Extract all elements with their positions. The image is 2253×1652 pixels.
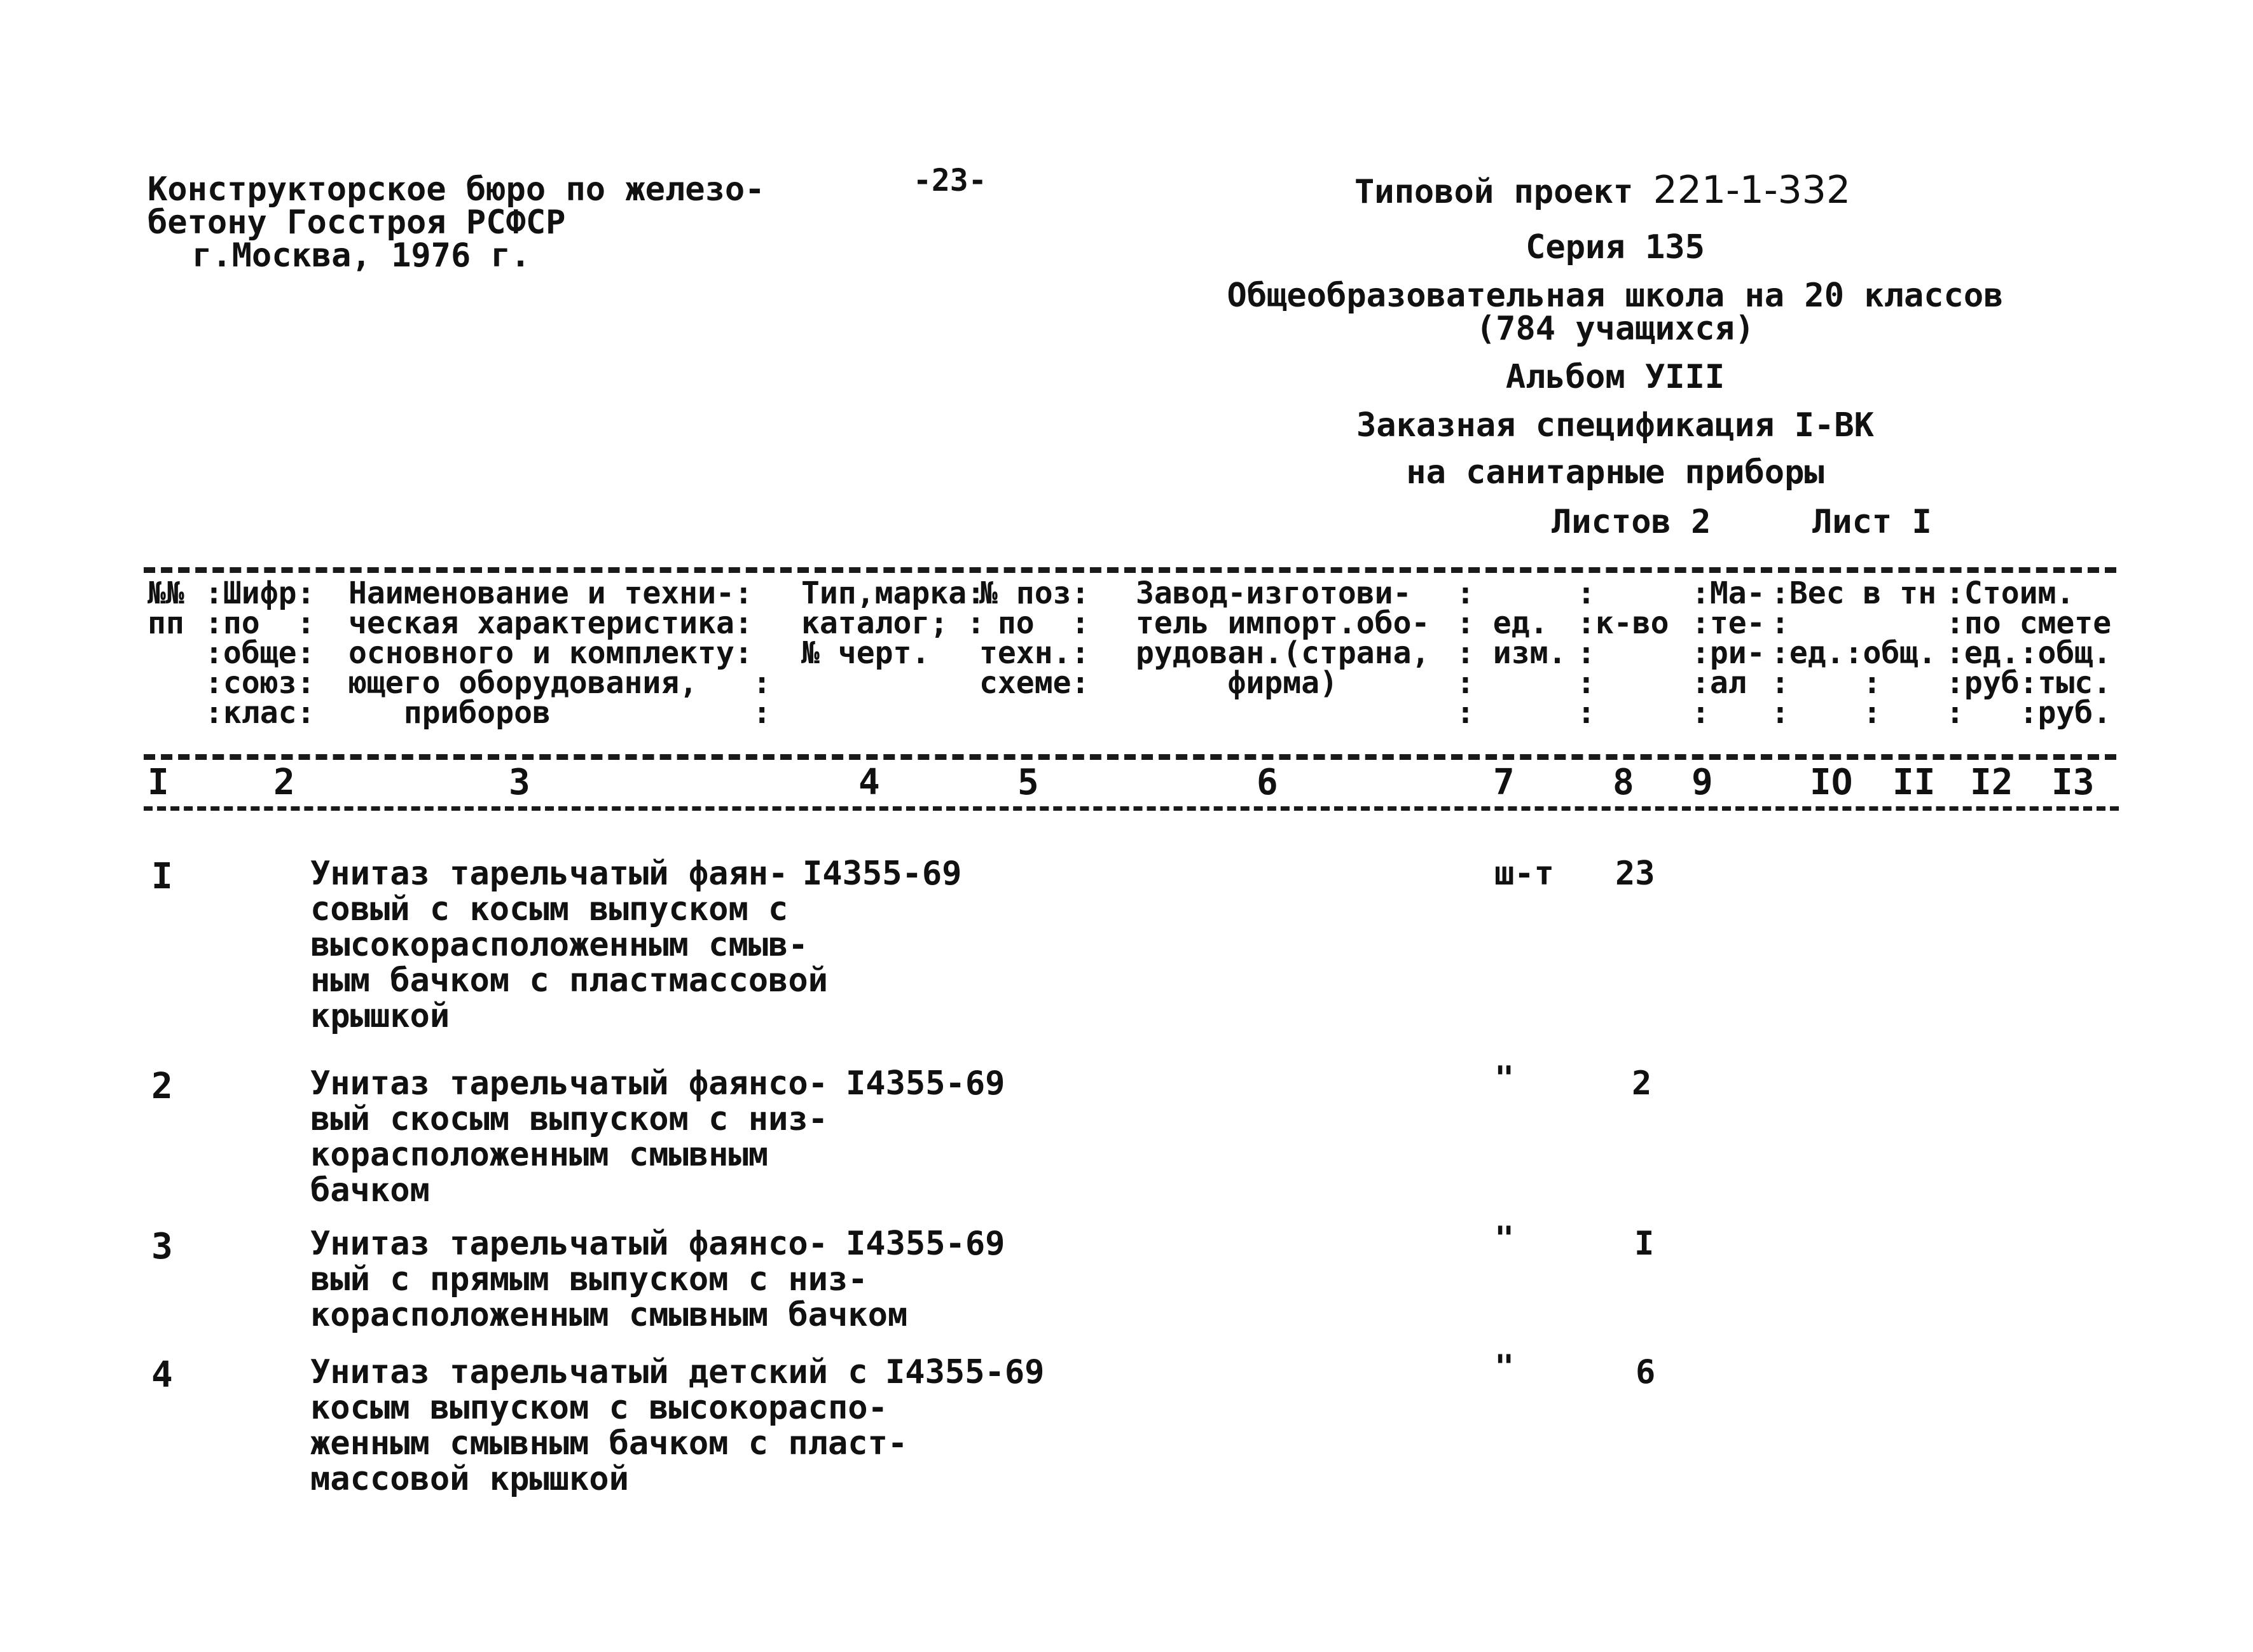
row-1-unit: ш-т (1494, 855, 1554, 893)
project-series: Серия 135 (1526, 228, 1705, 266)
row-1-name-line-1: Унитаз тарельчатый фаян- (310, 855, 789, 893)
row-3-quantity: I (1634, 1225, 1655, 1263)
organization-line-2: бетону Госстроя РСФСР (148, 203, 566, 242)
project-prefix: Типовой проект (1354, 173, 1634, 211)
row-1-name (310, 856, 828, 1034)
row-4-name-line-3: женным смывным бачком с пласт- (310, 1424, 908, 1463)
column-header-position-text: № поз: по : техн.: схеме: (979, 575, 1090, 701)
project-title-line-2: (784 учащихся) (1475, 310, 1755, 348)
row-1-number: I (151, 856, 173, 897)
row-4-unit: " (1494, 1348, 1515, 1386)
row-4-name-line-1: Унитаз тарельчатый детский с (310, 1353, 868, 1391)
column-number-3: 3 (509, 762, 530, 803)
row-4-quantity: 6 (1636, 1353, 1656, 1391)
spec-title-line-1: Заказная спецификация I-ВК (1356, 406, 1874, 444)
column-header-weight-text: :Вес в тн : :ед.:общ. : : : : (1771, 575, 1937, 731)
project-title-line-1: Общеобразовательная школа на 20 классов (1227, 277, 2004, 315)
column-header-unit-text: : : ед. : изм. : : (1456, 575, 1567, 731)
column-header-manufacturer-text: Завод-изготови- тель импорт.обо- рудован.(страна, фирма) (1136, 575, 1430, 701)
column-number-12: I2 (1970, 762, 2013, 803)
row-3-catalog: I4355-69 (846, 1225, 1005, 1263)
column-header-cost (1946, 575, 2112, 731)
page-number: -23- (913, 163, 987, 198)
row-2-name (310, 1066, 828, 1208)
row-1-name-line-5: крышкой (310, 997, 450, 1035)
row-1-name-line-4: ным бачком с пластмассовой (310, 961, 828, 1000)
column-header-catalog (801, 575, 985, 671)
column-number-9: 9 (1691, 762, 1713, 803)
column-number-4: 4 (858, 762, 880, 803)
row-4-name-line-4: массовой крышкой (310, 1460, 629, 1498)
column-header-name (348, 575, 771, 731)
row-3-name-line-3: корасположенным смывным бачком (310, 1296, 908, 1334)
row-3-name-line-1: Унитаз тарельчатый фаянсо- (310, 1225, 828, 1263)
row-1-name-line-2: совый с косым выпуском с (310, 890, 789, 928)
row-2-number: 2 (151, 1066, 173, 1107)
row-2-name-line-3: корасположенным смывным (310, 1136, 769, 1174)
row-3-name-line-2: вый с прямым выпуском с низ- (310, 1260, 868, 1298)
column-header-material (1691, 575, 1765, 731)
row-2-name-line-2: вый скосым выпуском с низ- (310, 1100, 828, 1138)
column-number-10: IO (1810, 762, 1853, 803)
row-4-name-line-2: косым выпуском с высокораспо- (310, 1389, 888, 1427)
column-number-1: I (148, 762, 169, 803)
column-number-13: I3 (2051, 762, 2095, 803)
row-4-catalog: I4355-69 (885, 1353, 1045, 1391)
row-3-name (310, 1226, 907, 1333)
project-code: 221-1-332 (1653, 168, 1851, 212)
row-3-unit: " (1494, 1220, 1515, 1258)
column-header-name-text: Наименование и техни-: ческая характеристика: основного и комплекту: ющего оборудования, : приборов : (348, 575, 771, 731)
table-header-rule (144, 754, 2116, 760)
row-2-name-line-4: бачком (310, 1171, 430, 1209)
row-2-name-line-1: Унитаз тарельчатый фаянсо- (310, 1064, 828, 1103)
table-top-rule (144, 567, 2116, 573)
column-header-quantity (1577, 575, 1669, 731)
column-header-catalog-text: Тип,марка: каталог; : № черт. (801, 575, 985, 671)
column-header-material-text: :Ма- :те- :ри- :ал : (1691, 575, 1765, 731)
project-heading (1354, 168, 1851, 212)
column-number-5: 5 (1017, 762, 1039, 803)
row-3-number: 3 (151, 1226, 173, 1267)
sheet-number: Лист I (1812, 503, 1932, 541)
column-header-cost-text: :Стоим. :по смете :ед.:общ. :руб:тыс. : :руб. (1946, 575, 2112, 731)
organization-block (148, 170, 765, 275)
row-1-catalog: I4355-69 (803, 855, 962, 893)
spec-title-line-2: на санитарные приборы (1406, 453, 1824, 492)
column-number-7: 7 (1493, 762, 1515, 803)
column-header-number (148, 575, 184, 641)
column-header-code (205, 575, 315, 731)
row-2-quantity: 2 (1632, 1064, 1652, 1103)
album-label: Альбом УIII (1505, 358, 1725, 396)
organization-line-1: Конструкторское бюро по железо- (148, 170, 765, 209)
column-number-11: II (1892, 762, 1936, 803)
column-number-rule (144, 806, 2119, 811)
column-header-code-text: :Шифр: :по : :общe: :cоюз: :клас: (205, 575, 315, 731)
column-header-weight (1771, 575, 1937, 731)
column-header-number-text: №№ пп (148, 575, 184, 641)
row-2-catalog: I4355-69 (846, 1064, 1005, 1103)
row-4-number: 4 (151, 1354, 173, 1396)
column-header-position (979, 575, 1090, 701)
column-number-6: 6 (1257, 762, 1278, 803)
column-number-2: 2 (273, 762, 295, 803)
row-1-quantity: 23 (1615, 855, 1655, 893)
column-header-unit (1456, 575, 1567, 731)
row-1-name-line-3: высокорасположенным смыв- (310, 926, 808, 964)
sheets-total: Листов 2 (1552, 503, 1711, 541)
row-2-unit: " (1494, 1059, 1515, 1098)
organization-line-3: г.Москва, 1976 г. (192, 237, 531, 275)
row-4-name (310, 1354, 907, 1497)
column-header-manufacturer (1136, 575, 1430, 701)
column-header-quantity-text: : :к-во : : : (1577, 575, 1669, 731)
column-number-8: 8 (1613, 762, 1634, 803)
